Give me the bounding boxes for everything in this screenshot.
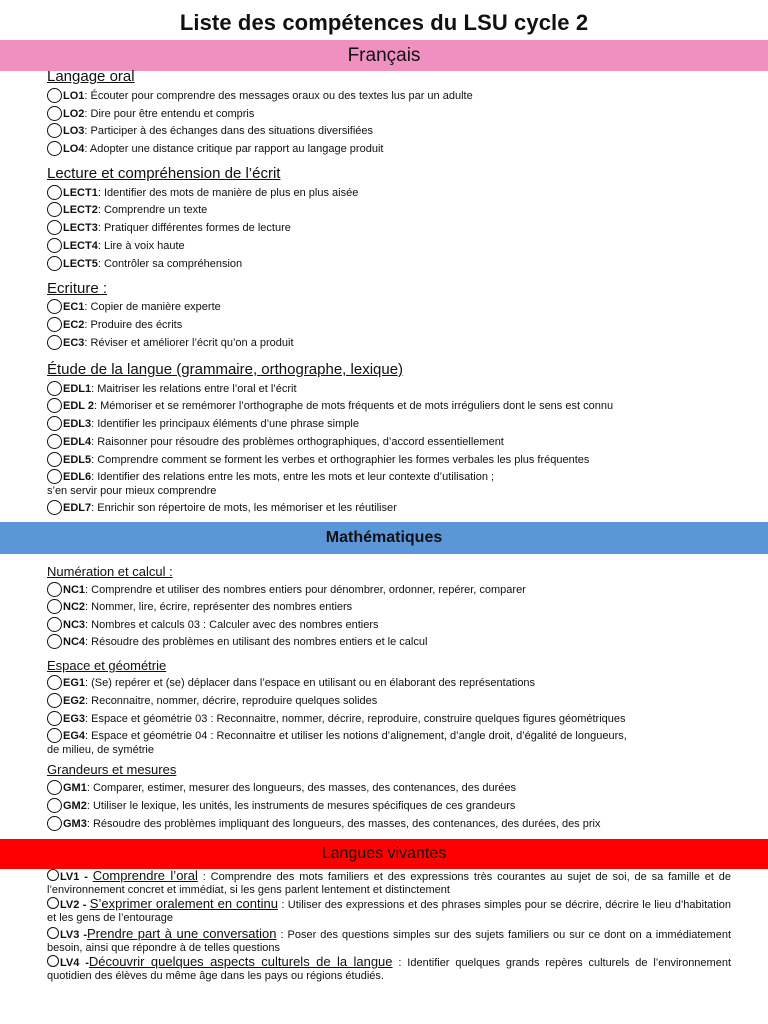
competence-lv4[interactable]: LV4 -Découvrir quelques aspects culturels de la langue : Identifier quelques grands repères culturels de l’environnement quotidien des élèves du même âge dans les pays ou régions étudiés.: [47, 954, 731, 982]
heading-numeration: Numération et calcul :: [47, 564, 173, 579]
radio-circle-icon: [47, 897, 59, 909]
radio-circle-icon: [47, 106, 62, 121]
heading-etude-langue: Étude de la langue (grammaire, orthographe, lexique): [47, 361, 404, 378]
competence-lo3[interactable]: LO3 : Participer à des échanges dans des situations diversifiées: [47, 123, 373, 138]
radio-circle-icon: [47, 381, 62, 396]
radio-circle-icon: [47, 452, 62, 467]
radio-circle-icon: [47, 398, 62, 413]
radio-circle-icon: [47, 869, 59, 881]
radio-circle-icon: [47, 582, 62, 597]
competence-edl6[interactable]: EDL6 : Identifier des relations entre les mots, entre les mots et leur contexte d’utilisation ;: [47, 469, 494, 484]
radio-circle-icon: [47, 88, 62, 103]
competence-lv3[interactable]: LV3 -Prendre part à une conversation : Poser des questions simples sur des sujets familiers ou sur ce dont on a immédiatement besoin, ainsi que répondre à de telles questions: [47, 926, 732, 954]
competence-ec3[interactable]: EC3 : Réviser et améliorer l’écrit qu’on a produit: [47, 335, 294, 350]
radio-circle-icon: [47, 675, 62, 690]
radio-circle-icon: [47, 335, 62, 350]
radio-circle-icon: [47, 599, 62, 614]
heading-grandeurs-mesures: Grandeurs et mesures: [47, 762, 177, 777]
section-band-langues-vivantes: Langues vivantes: [0, 839, 768, 869]
competence-nc2[interactable]: NC2 : Nommer, lire, écrire, représenter des nombres entiers: [47, 599, 352, 614]
competence-edl1[interactable]: EDL1 : Maitriser les relations entre l’oral et l’écrit: [47, 381, 297, 396]
competence-nc3[interactable]: NC3 : Nombres et calculs 03 : Calculer avec des nombres entiers: [47, 617, 378, 632]
competence-ec2[interactable]: EC2 : Produire des écrits: [47, 317, 182, 332]
section-band-francais: Français: [0, 40, 768, 71]
competence-edl7[interactable]: EDL7 : Enrichir son répertoire de mots, les mémoriser et les réutiliser: [47, 500, 397, 515]
radio-circle-icon: [47, 220, 62, 235]
radio-circle-icon: [47, 202, 62, 217]
competence-gm1[interactable]: GM1 : Comparer, estimer, mesurer des longueurs, des masses, des contenances, des durées: [47, 780, 516, 795]
competence-nc4[interactable]: NC4 : Résoudre des problèmes en utilisant des nombres entiers et le calcul: [47, 634, 427, 649]
radio-circle-icon: [47, 141, 62, 156]
radio-circle-icon: [47, 798, 62, 813]
radio-circle-icon: [47, 634, 62, 649]
heading-langage-oral: Langage oral: [47, 68, 135, 85]
competence-ec1[interactable]: EC1 : Copier de manière experte: [47, 299, 221, 314]
competence-lv1[interactable]: LV1 - Comprendre l’oral : Comprendre des mots familiers et des expressions très courantes au sujet de soi, de sa famille et de l’environnement concret et immédiat, si les gens parlent lentement et distinctement: [47, 868, 732, 896]
competence-eg2[interactable]: EG2 : Reconnaitre, nommer, décrire, reproduire quelques solides: [47, 693, 377, 708]
radio-circle-icon: [47, 299, 62, 314]
radio-circle-icon: [47, 317, 62, 332]
radio-circle-icon: [47, 780, 62, 795]
radio-circle-icon: [47, 500, 62, 515]
competence-lect1[interactable]: LECT1 : Identifier des mots de manière de plus en plus aisée: [47, 185, 358, 200]
competence-gm2[interactable]: GM2 : Utiliser le lexique, les unités, les instruments de mesures spécifiques de ces grandeurs: [47, 798, 515, 813]
competence-eg1[interactable]: EG1 : (Se) repérer et (se) déplacer dans l’espace en utilisant ou en élaborant des représentations: [47, 675, 535, 690]
section-band-mathematiques: Mathématiques: [0, 522, 768, 554]
competence-edl6-continuation: s’en servir pour mieux comprendre: [47, 485, 217, 497]
radio-circle-icon: [47, 469, 62, 484]
competence-edl5[interactable]: EDL5 : Comprendre comment se forment les verbes et orthographier les formes verbales les plus fréquentes: [47, 452, 589, 467]
competence-eg3[interactable]: EG3 : Espace et géométrie 03 : Reconnaitre, nommer, décrire, reproduire, construire quelques figures géométriques: [47, 711, 626, 726]
competence-eg4[interactable]: EG4 : Espace et géométrie 04 : Reconnaitre et utiliser les notions d’alignement, d’angle droit, d’égalité de longueurs,: [47, 728, 627, 743]
radio-circle-icon: [47, 434, 62, 449]
radio-circle-icon: [47, 238, 62, 253]
competence-lo1[interactable]: LO1 : Écouter pour comprendre des messages oraux ou des textes lus par un adulte: [47, 88, 473, 103]
radio-circle-icon: [47, 617, 62, 632]
competence-gm3[interactable]: GM3 : Résoudre des problèmes impliquant des longueurs, des masses, des contenances, des durées, des prix: [47, 816, 600, 831]
competence-edl4[interactable]: EDL4 : Raisonner pour résoudre des problèmes orthographiques, d’accord essentiellement: [47, 434, 504, 449]
competence-lo4[interactable]: LO4 : Adopter une distance critique par rapport au langage produit: [47, 141, 383, 156]
heading-ecriture: Ecriture :: [47, 280, 108, 297]
radio-circle-icon: [47, 927, 59, 939]
radio-circle-icon: [47, 693, 62, 708]
competence-lect5[interactable]: LECT5 : Contrôler sa compréhension: [47, 256, 242, 271]
competence-lect2[interactable]: LECT2 : Comprendre un texte: [47, 202, 207, 217]
radio-circle-icon: [47, 185, 62, 200]
competence-nc1[interactable]: NC1 : Comprendre et utiliser des nombres entiers pour dénombrer, ordonner, repérer, comparer: [47, 582, 526, 597]
competence-edl2[interactable]: EDL 2 : Mémoriser et se remémorer l’orthographe de mots fréquents et de mots irréguliers dont le sens est connu: [47, 398, 613, 413]
competence-edl3[interactable]: EDL3 : Identifier les principaux éléments d’une phrase simple: [47, 416, 359, 431]
radio-circle-icon: [47, 256, 62, 271]
radio-circle-icon: [47, 416, 62, 431]
competence-lect3[interactable]: LECT3 : Pratiquer différentes formes de lecture: [47, 220, 291, 235]
competence-eg4-continuation: de milieu, de symétrie: [47, 744, 154, 756]
radio-circle-icon: [47, 123, 62, 138]
heading-espace-geometrie: Espace et géométrie: [47, 658, 167, 673]
page-title: Liste des compétences du LSU cycle 2: [179, 10, 589, 35]
competence-lect4[interactable]: LECT4 : Lire à voix haute: [47, 238, 185, 253]
competence-lo2[interactable]: LO2 : Dire pour être entendu et compris: [47, 106, 254, 121]
heading-lecture: Lecture et compréhension de l’écrit: [47, 165, 281, 182]
competence-lv2[interactable]: LV2 - S’exprimer oralement en continu : Utiliser des expressions et des phrases simples pour se décrire, décrire le lieu d’habitation et les gens de l’entourage: [47, 896, 731, 924]
radio-circle-icon: [47, 711, 62, 726]
radio-circle-icon: [47, 955, 59, 967]
radio-circle-icon: [47, 816, 62, 831]
radio-circle-icon: [47, 728, 62, 743]
